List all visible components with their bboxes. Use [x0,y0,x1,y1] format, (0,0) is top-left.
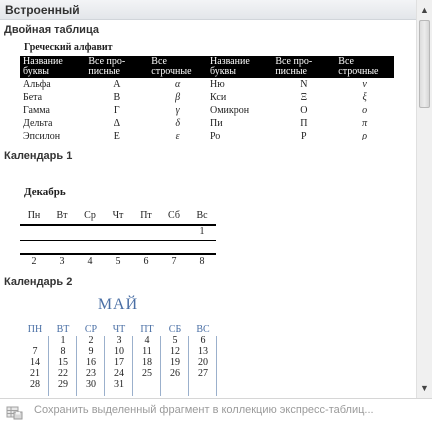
table-cell: π [362,118,368,129]
gallery-category-header: Встроенный [0,0,416,20]
save-selection-label: Сохранить выделенный фрагмент в коллекцию экспресс-таблиц... [34,404,374,416]
table-cell: Α [113,79,121,90]
table-header-row [20,56,394,78]
day-cell: 31 [114,379,124,390]
day-cell: 7 [171,256,177,267]
day-cell: 15 [58,357,68,368]
table-cell: Гамма [23,105,50,116]
day-cell: 28 [30,379,40,390]
day-cell: 9 [88,346,94,357]
table-row [20,78,394,91]
table-cell: Ро [209,131,221,140]
weekday-label: Пн [27,210,41,221]
table-row [20,104,394,117]
table-cell: α [175,79,181,90]
day-cell [20,226,48,237]
day-cell: 14 [30,357,40,368]
day-cell [48,226,76,237]
day-cell: 4 [144,335,150,346]
column-header: Все строчные [335,56,394,78]
table-cell: β [175,92,181,103]
day-cell: 8 [199,256,205,267]
day-cell: 30 [86,379,96,390]
calendar-week-row [21,357,217,368]
table-cell: Эпсилон [23,131,61,140]
day-cell: 23 [86,368,96,379]
weekday-label: ВТ [56,324,70,335]
table-cell: Ν [300,79,308,90]
calendar-month: МАЙ [97,296,139,313]
item-title: Календарь 2 [4,276,73,288]
table-cell: Альфа [23,79,51,90]
day-cell: 6 [143,256,149,267]
table-row [20,130,394,140]
table-cell: Β [113,92,121,103]
table-cell: Омикрон [209,105,250,116]
table-caption: Греческий алфавит [24,42,113,53]
calendar-month: Декабрь [24,186,66,198]
day-cell [133,379,161,390]
day-cell: 17 [114,357,124,368]
gallery-item-calendar-2[interactable] [0,272,416,398]
day-cell: 24 [114,368,124,379]
table-cell: ο [362,105,368,116]
day-cell: 10 [114,346,124,357]
weekday-label: СР [84,324,98,335]
table-cell: ν [362,79,367,90]
day-cell: 27 [198,368,208,379]
column-header: Все про-писные [272,56,335,78]
table-cell: Δ [113,118,121,129]
weekday-label: ВС [196,324,210,335]
calendar-week-row [21,346,217,357]
greek-alphabet-table [20,56,394,140]
day-cell [76,226,104,237]
day-cell: 5 [115,256,121,267]
scrollbar-thumb[interactable] [419,20,430,108]
table-cell: Бета [23,92,43,103]
day-cell: 7 [32,346,38,357]
day-cell: 1 [199,226,205,237]
table-cell: Пи [209,118,223,129]
calendar-week-row [20,226,216,237]
day-cell: 8 [60,346,66,357]
day-cell: 13 [198,346,208,357]
day-cell: 19 [170,357,180,368]
column-header: Название буквы [20,56,85,78]
day-cell: 2 [31,256,37,267]
table-cell: Кси [209,92,227,103]
table-cell: Ο [300,105,308,116]
day-cell [161,379,189,390]
day-cell: 18 [142,357,152,368]
day-cell [21,335,49,346]
item-title: Двойная таблица [4,24,99,36]
calendar-week-row [21,335,217,346]
gallery-content [0,20,416,398]
day-cell: 21 [30,368,40,379]
day-cell: 11 [142,346,152,357]
day-cell: 25 [142,368,152,379]
weekday-label: СБ [168,324,182,335]
item-title: Календарь 1 [4,150,73,162]
calendar-grid [21,324,217,390]
weekday-label: ЧТ [112,324,126,335]
table-cell: δ [175,118,180,129]
table-cell: ρ [362,131,368,140]
calendar-week-row [20,256,216,267]
save-selection-to-gallery-button[interactable] [0,398,432,425]
table-row [20,91,394,104]
column-header: Все строчные [148,56,207,78]
column-header: Все про-писные [85,56,148,78]
table-cell: Π [300,118,308,129]
day-cell: 3 [116,335,122,346]
weekday-label: Вт [56,210,68,221]
day-cell [189,379,217,390]
scroll-up-icon[interactable]: ▲ [420,5,429,15]
table-save-icon [6,404,24,420]
table-cell: Ню [209,79,225,90]
weekday-label: Ср [84,210,96,221]
table-cell: Ρ [301,131,307,140]
calendar-week-row [21,379,217,390]
day-cell [132,226,160,237]
day-cell: 20 [198,357,208,368]
table-cell: ξ [362,92,367,103]
gallery-item-calendar-1[interactable] [0,144,416,272]
day-cell: 16 [86,357,96,368]
calendar-divider [20,240,216,241]
scroll-down-icon[interactable]: ▼ [420,383,429,393]
table-cell: Дельта [23,118,53,129]
weekday-label: Чт [112,210,124,221]
column-header: Название буквы [207,56,272,78]
day-cell: 1 [60,335,66,346]
vertical-scrollbar[interactable] [416,0,432,398]
weekday-label: Вс [196,210,208,221]
day-cell: 22 [58,368,68,379]
gallery-item-double-table[interactable] [0,20,416,140]
weekday-label: ПТ [140,324,154,335]
table-cell: Ε [113,131,120,140]
day-cell: 12 [170,346,180,357]
day-cell: 3 [59,256,65,267]
day-cell: 4 [87,256,93,267]
calendar-week-row [21,368,217,379]
day-cell: 2 [88,335,94,346]
day-cell [160,226,188,237]
day-cell: 6 [200,335,206,346]
day-cell: 26 [170,368,180,379]
calendar-weekday-row [21,324,217,335]
day-cell: 29 [58,379,68,390]
calendar-divider [20,253,216,255]
day-cell [104,226,132,237]
table-row [20,117,394,130]
weekday-label: Пт [140,210,152,221]
day-cell: 5 [172,335,178,346]
table-cell: Γ [113,105,120,116]
table-cell: ε [175,131,180,140]
weekday-label: Сб [168,210,180,221]
calendar-weekday-row [20,210,216,221]
weekday-label: ПН [27,324,43,335]
table-cell: Ξ [300,92,308,103]
table-cell: γ [175,105,180,116]
